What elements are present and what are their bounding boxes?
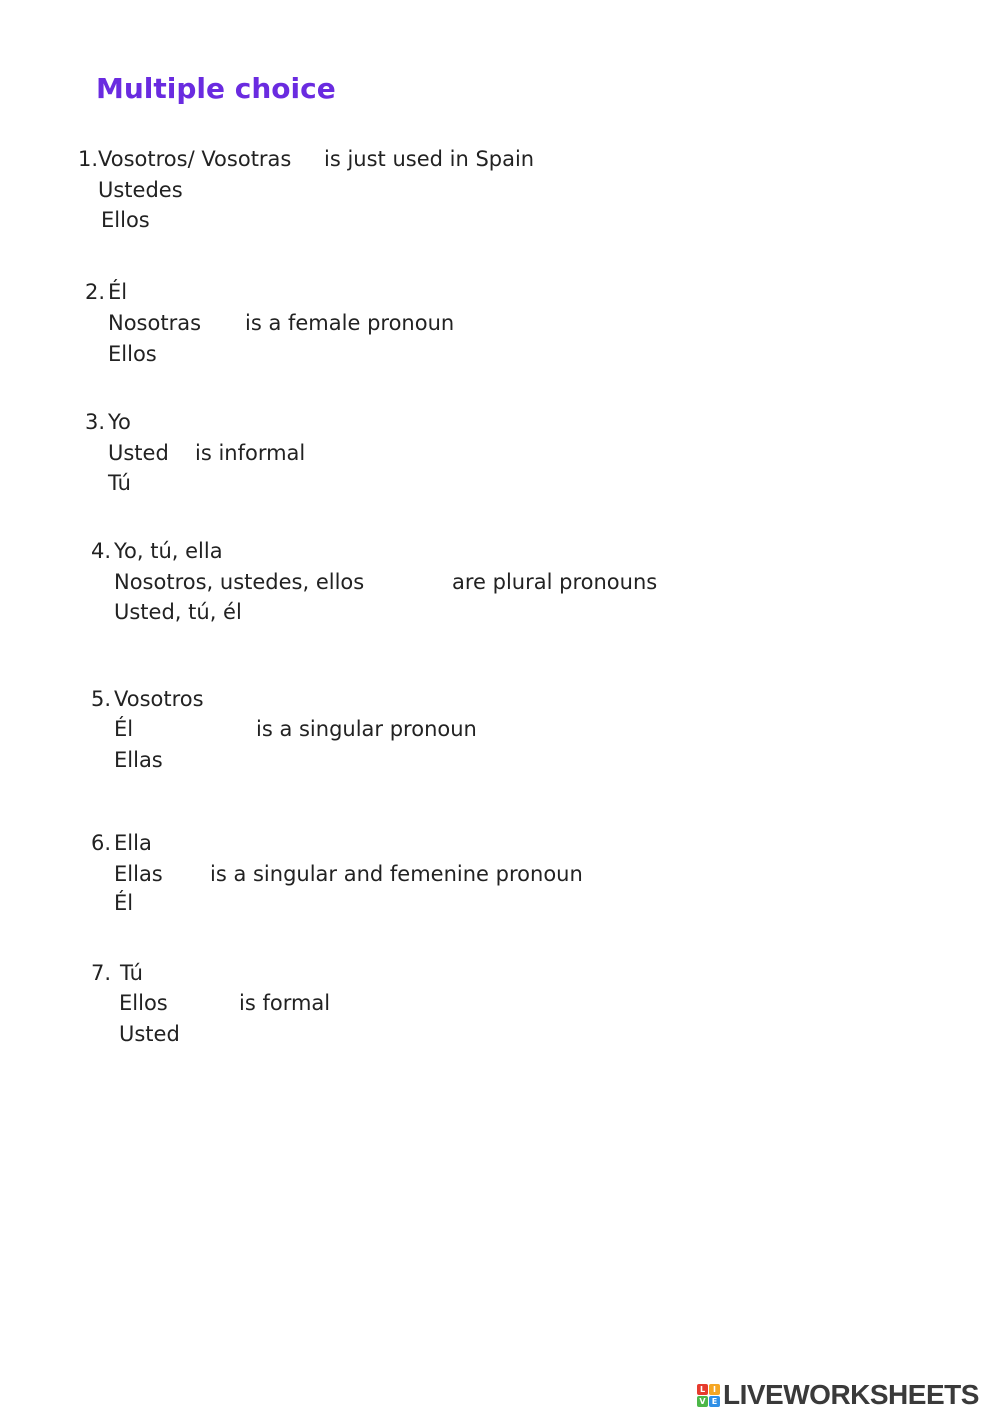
- question-number: 5.: [91, 687, 112, 711]
- answer-option[interactable]: Vosotros/ Vosotras: [98, 147, 292, 171]
- logo-block: V: [697, 1396, 708, 1407]
- answer-option[interactable]: Ellos: [108, 342, 157, 366]
- question-statement: are plural pronouns: [452, 570, 658, 594]
- question-statement: is formal: [239, 991, 331, 1015]
- answer-option[interactable]: Él: [114, 891, 134, 915]
- answer-option[interactable]: Vosotros: [114, 687, 204, 711]
- logo-block: E: [709, 1396, 720, 1407]
- answer-option[interactable]: Yo, tú, ella: [114, 539, 223, 563]
- question-statement: is a female pronoun: [245, 311, 455, 335]
- question-number: 1.: [78, 147, 99, 171]
- question-statement: is informal: [195, 441, 306, 465]
- answer-option[interactable]: Usted: [108, 441, 169, 465]
- question-statement: is just used in Spain: [324, 147, 535, 171]
- question-number: 6.: [91, 831, 112, 855]
- answer-option[interactable]: Nosotras: [108, 311, 202, 335]
- question-number: 2.: [85, 280, 106, 304]
- answer-option[interactable]: Usted: [119, 1022, 180, 1046]
- answer-option[interactable]: Ella: [114, 831, 152, 855]
- answer-option[interactable]: Ellos: [101, 208, 150, 232]
- answer-option[interactable]: Tú: [120, 961, 143, 985]
- question-statement: is a singular pronoun: [256, 717, 477, 741]
- liveworksheets-logo: [697, 1380, 979, 1410]
- answer-option[interactable]: Él: [114, 717, 134, 741]
- answer-option[interactable]: Ellos: [119, 991, 168, 1015]
- answer-option[interactable]: Ustedes: [98, 178, 183, 202]
- logo-text: LIVEWORKSHEETS: [723, 1379, 979, 1410]
- answer-option[interactable]: Ellas: [114, 862, 163, 886]
- answer-option[interactable]: Yo: [108, 410, 131, 434]
- answer-option[interactable]: Usted, tú, él: [114, 600, 242, 624]
- question-number: 4.: [91, 539, 112, 563]
- logo-blocks-icon: [697, 1384, 720, 1407]
- answer-option[interactable]: Nosotros, ustedes, ellos: [114, 570, 365, 594]
- answer-option[interactable]: Tú: [108, 471, 131, 495]
- logo-block: I: [709, 1384, 720, 1395]
- answer-option[interactable]: Ellas: [114, 748, 163, 772]
- question-statement: is a singular and femenine pronoun: [210, 862, 583, 886]
- question-number: 3.: [85, 410, 106, 434]
- logo-block: L: [697, 1384, 708, 1395]
- answer-option[interactable]: Él: [108, 280, 128, 304]
- page-title: Multiple choice: [96, 72, 336, 105]
- question-number: 7.: [91, 961, 112, 985]
